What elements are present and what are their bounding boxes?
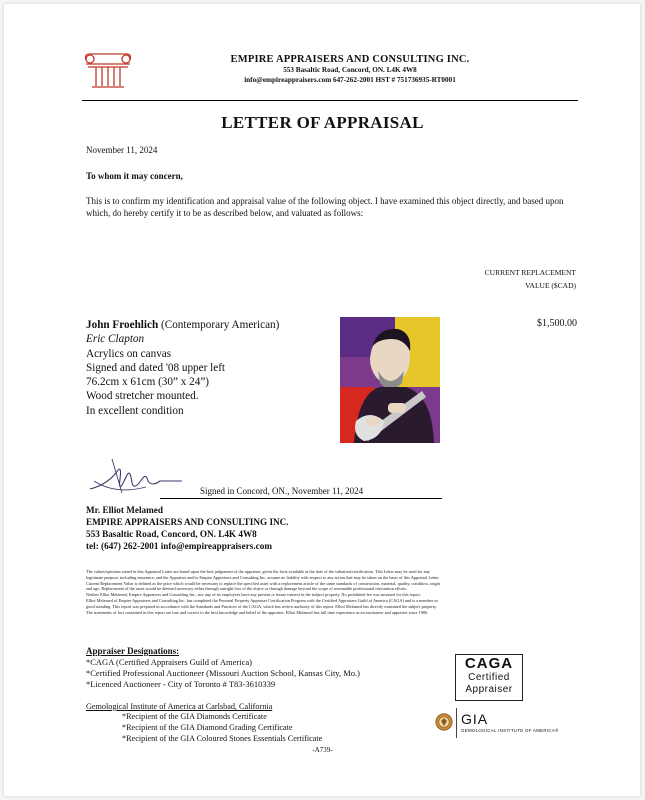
appraiser-company: EMPIRE APPRAISERS AND CONSULTING INC. [86,517,289,527]
column-capital-icon [82,50,134,90]
caga-logo-line2: Certified [468,672,510,683]
painting-eric-clapton-image [340,317,440,443]
artwork-dimensions: 76.2cm x 61cm (30” x 24”) [86,376,210,389]
gia-certificate-item: *Recipient of the GIA Coloured Stones Essentials Certificate [122,733,323,743]
signature-line [160,498,442,499]
gia-certificates [122,712,322,744]
artist-name: John Froehlich [86,319,159,331]
salutation: To whom it may concern, [86,171,183,181]
handwritten-signature [86,455,186,497]
gia-logo-divider [456,708,457,738]
disclaimer-line: legitimate purpose, including insurance, and the Appraiser and/or Empire Appraisers and Consulting Inc. assume no liability with respect to any action that may be taken on the basis of this Appraisal Letter. [86,574,440,580]
caga-logo-title: CAGA [464,655,514,672]
disclaimer-line: Neither Elliot Melamed, Empire Appraisers and Consulting Inc., nor any of its employees have any present or future interest in the subject property. No prohibited fee was assessed for this report. [86,592,421,598]
artwork-condition: In excellent condition [86,404,184,417]
designation-item: *Certified Professional Auctioneer (Missouri Auction School, Kansas City, Mo.) [86,668,361,678]
gia-seal-icon [435,713,453,731]
artwork-title: Eric Clapton [86,333,145,346]
disclaimer-line: The values/opinions stated in this Appraisal Letter are based upon the best judgement of the appraiser, given the facts available at the date of the valuation/certification. This Letter may be used for any [86,569,430,574]
gia-heading: Gemological Institute of America at Carlsbad, California [86,702,273,711]
disclaimer-line: The statements of fact contained in this report are true and correct to the best knowledge and belief of the appraiser. Elliot Melamed has full time experience as an auctioneer and appraiser since 1986. [86,609,429,615]
designation-item: *CAGA (Certified Appraisers Guild of America) [86,657,252,667]
page-number: -A739- [312,746,333,754]
value-header-line2: VALUE ($CAD) [525,281,576,290]
caga-logo-line3: Appraiser [465,683,513,695]
artwork-signature-note: Signed and dated '08 upper left [86,361,226,374]
company-contact: info@empireappraisers.com 647-262-2001 HST # 751736935-RT0001 [244,76,456,84]
disclaimer [86,569,581,615]
gia-certificate-item: *Recipient of the GIA Diamond Grading Certificate [122,722,293,732]
appraiser-block [86,504,289,552]
appraiser-address: 553 Basaltic Road, Concord, ON. L4K 4W8 [86,529,257,539]
intro-paragraph: This is to confirm my identification and appraisal value of the following object. I have examined this object directly, and based upon which, do hereby certify it to be as described below, and valuated as follows: [86,196,564,218]
appraised-value: $1,500.00 [537,318,577,329]
header-divider [82,100,578,101]
company-name: EMPIRE APPRAISERS AND CONSULTING INC. [230,54,470,65]
letter-date: November 11, 2024 [86,145,158,155]
designation-item: *Licenced Auctioneer - City of Toronto # T83-3610339 [86,679,276,689]
disclaimer-line: Elliot Melamed of Empire Appraisers and Consulting Inc. has completed the Personal Property Appraiser Certification Program with the Certified Appraisers Guild of America (CAGA) and is a member in [86,597,438,603]
artwork-medium: Acrylics on canvas [86,347,172,360]
appraiser-contact: tel: (647) 262-2001 info@empireappraisers.com [86,541,272,551]
disclaimer-line: and age. Replacement of the asset would be deemed necessary either through outright loss of the object or through damage beyond the scope of reasonable professional restoration efforts. [86,586,408,592]
letterhead [150,54,550,85]
designations-list [86,657,360,690]
appraiser-name: Mr. Elliot Melamed [86,505,163,515]
value-header-line1: CURRENT REPLACEMENT [484,268,576,277]
document-title: LETTER OF APPRAISAL [221,113,424,132]
value-column-header [480,266,576,292]
appraised-item-description [86,318,279,418]
gia-certificate-item: *Recipient of the GIA Diamonds Certificate [122,712,267,721]
signed-location-date: Signed in Concord, ON., November 11, 2024 [200,486,364,496]
disclaimer-line: Current Replacement Value is defined as the price which would be necessary to replace the specified asset with a replacement article of the same standards of construction, material, quality, condition, origin [86,580,441,586]
artwork-mounting: Wood stretcher mounted. [86,390,199,403]
caga-logo [455,654,523,701]
gia-logo-subtitle: GEMOLOGICAL INSTITUTE OF AMERICA® [461,728,559,733]
designations-heading: Appraiser Designations: [86,646,180,656]
artist-nationality: (Contemporary American) [158,319,280,331]
gia-logo-wordmark: GIA [461,711,489,727]
disclaimer-line: good standing. This report was prepared in accordance with the Standards and Practices of the CAGA, which has review authority of this report. Elliot Melamed has directly examined the subject property. [86,603,437,609]
company-address: 553 Basaltic Road, Concord, ON. L4K 4W8 [283,66,417,74]
